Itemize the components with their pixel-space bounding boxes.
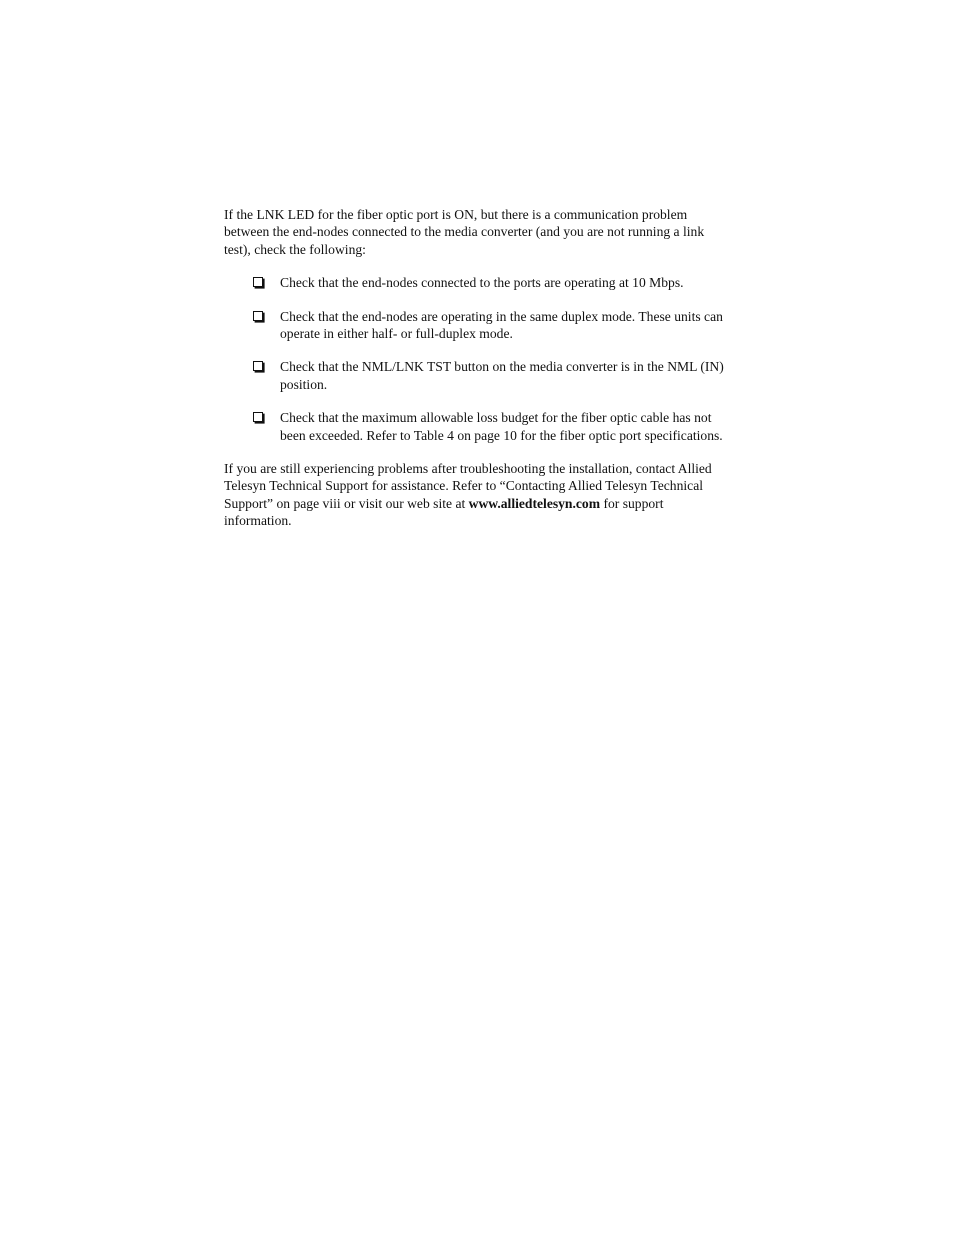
closing-paragraph (224, 460, 734, 530)
checklist-item-text: Check that the NML/LNK TST button on the media converter is in the NML (IN) position. (280, 359, 724, 392)
closing-suffix: for support information. (224, 495, 664, 529)
page-content (224, 206, 734, 530)
support-website-link[interactable]: www.alliedtelesyn.com (468, 495, 601, 511)
checkbox-icon (253, 361, 263, 371)
checklist-item-text: Check that the end-nodes connected to the ports are operating at 10 Mbps. (280, 275, 684, 291)
intro-paragraph: If the LNK LED for the fiber optic port is ON, but there is a communication problem between the end-nodes connected to the media converter (and you are not running a link test), check the following: (224, 207, 705, 257)
checkbox-icon (253, 311, 263, 321)
checklist-item-text: Check that the end-nodes are operating in the same duplex mode. These units can operate in either half- or full-duplex mode. (280, 308, 723, 342)
checklist-item (224, 358, 734, 393)
troubleshooting-checklist (224, 274, 734, 444)
checklist-item (224, 308, 734, 343)
checklist-item-text: Check that the maximum allowable loss budget for the fiber optic cable has not been exceeded. Refer to Table 4 on page 10 for the fiber optic port specifications. (280, 410, 723, 443)
checklist-item (224, 274, 734, 291)
checkbox-icon (253, 277, 263, 287)
closing-text: If you are still experiencing problems after troubleshooting the installation, contact Allied Telesyn Technical Support for assistance. Refer to “Contacting Allied Telesyn Technical Support” on page viii or visit our web site at (224, 461, 712, 511)
checklist-item (224, 409, 734, 444)
checkbox-icon (253, 412, 263, 422)
